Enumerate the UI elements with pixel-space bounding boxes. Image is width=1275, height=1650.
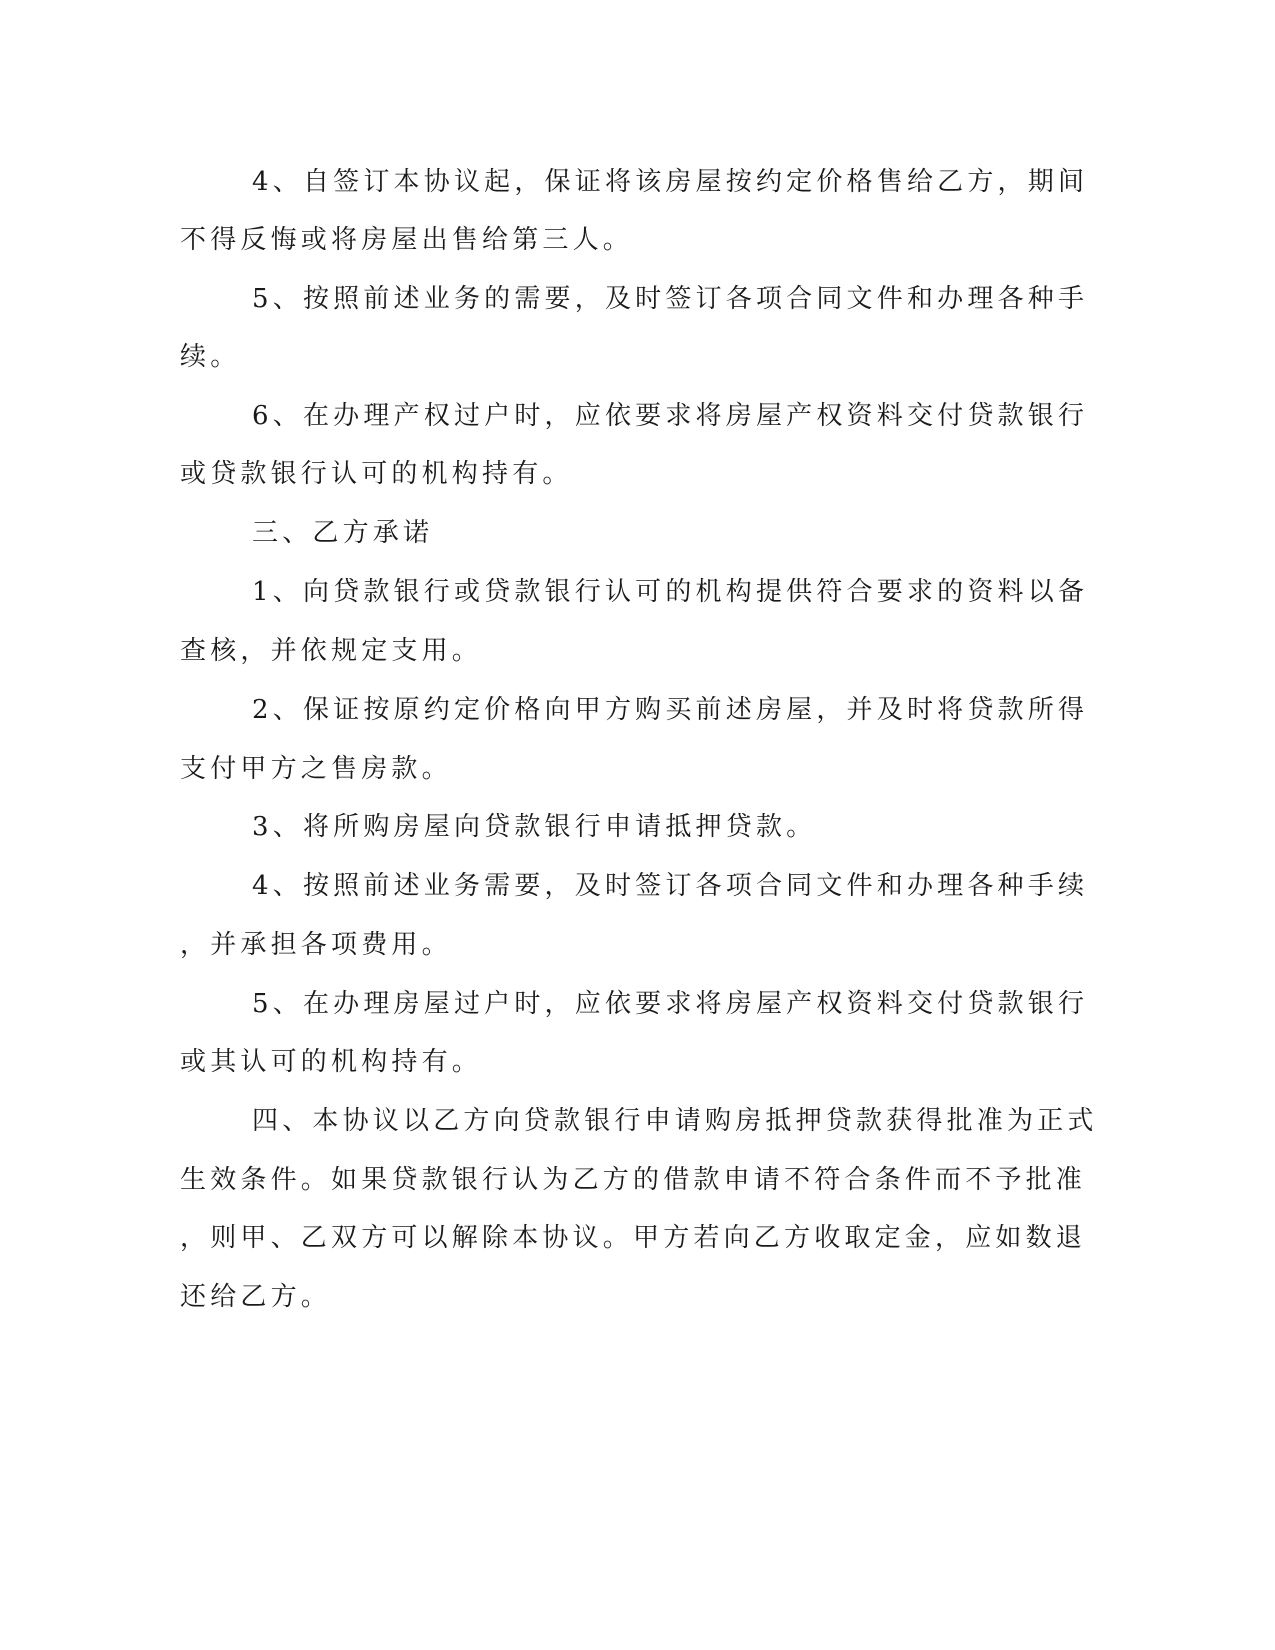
clause-b2-line1: 2、保证按原约定价格向甲方购买前述房屋，并及时将贷款所得 xyxy=(252,695,1089,725)
section-heading-party-b: 三、乙方承诺 xyxy=(252,518,434,548)
clause-a6-line2: 或贷款银行认可的机构持有。 xyxy=(180,459,573,489)
clause-b4-line1: 4、按照前述业务需要，及时签订各项合同文件和办理各种手续 xyxy=(252,871,1089,901)
clause-a6-line1: 6、在办理产权过户时，应依要求将房屋产权资料交付贷款银行 xyxy=(252,401,1089,431)
clause-b4-line2: ，并承担各项费用。 xyxy=(180,930,452,960)
clause-a4-line2: 不得反悔或将房屋出售给第三人。 xyxy=(180,225,634,255)
clause-a5-line2: 续。 xyxy=(180,342,241,372)
clause-a4-line1: 4、自签订本协议起，保证将该房屋按约定价格售给乙方，期间 xyxy=(252,167,1089,197)
clause-b1-line1: 1、向贷款银行或贷款银行认可的机构提供符合要求的资料以备 xyxy=(252,577,1089,607)
clause-b5-line2: 或其认可的机构持有。 xyxy=(180,1047,483,1077)
clause-a5-line1: 5、按照前述业务的需要，及时签订各项合同文件和办理各种手 xyxy=(252,284,1089,314)
clause-b5-line1: 5、在办理房屋过户时，应依要求将房屋产权资料交付贷款银行 xyxy=(252,989,1089,1019)
section-four-line1: 四、本协议以乙方向贷款银行申请购房抵押贷款获得批准为正式 xyxy=(252,1106,1098,1136)
section-four-line4: 还给乙方。 xyxy=(180,1282,332,1312)
section-four-line2: 生效条件。如果贷款银行认为乙方的借款申请不符合条件而不予批准 xyxy=(180,1165,1087,1195)
section-four-line3: ，则甲、乙双方可以解除本协议。甲方若向乙方收取定金，应如数退 xyxy=(180,1223,1087,1253)
clause-b3-line1: 3、将所购房屋向贷款银行申请抵押贷款。 xyxy=(252,812,817,842)
clause-b1-line2: 查核，并依规定支用。 xyxy=(180,636,483,666)
clause-b2-line2: 支付甲方之售房款。 xyxy=(180,754,452,784)
